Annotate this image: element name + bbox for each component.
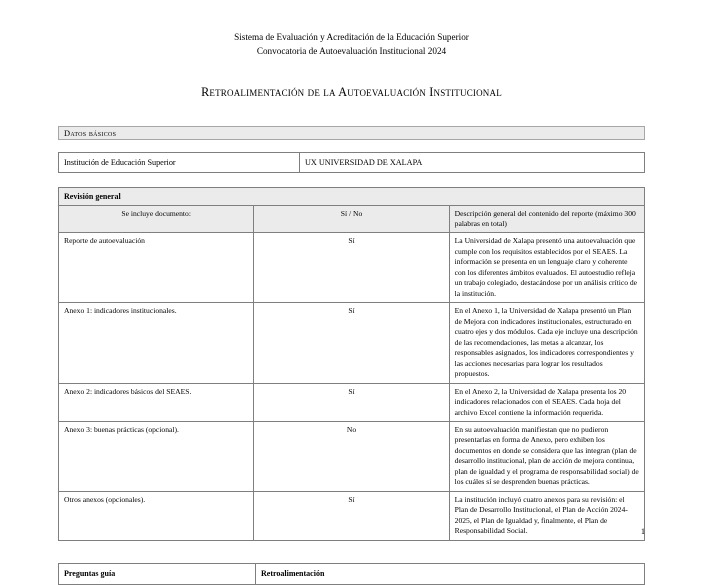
column-header-documento: Se incluye documento: (59, 205, 254, 233)
row-yes-no: Sí (254, 233, 449, 303)
row-description: En el Anexo 1, la Universidad de Xalapa presentó un Plan de Mejora con indicadores institucionales, estructurado en cuatro ejes y dos módulos. Cada eje incluye una descripción de las recomendaciones, las metas a alcanzar, los responsables asignados, los indicadores correspondientes y las acciones necesarias para lograr los resultados propuestos. (449, 303, 644, 383)
preguntas-guia-header: Preguntas guía (59, 563, 256, 584)
document-page (0, 30, 703, 579)
revision-title: Revisión general (59, 187, 645, 205)
preguntas-guia-table (58, 563, 645, 585)
page-title: Retroalimentación de la Autoevaluación Institucional (201, 84, 502, 99)
table-row-header (59, 187, 645, 205)
row-document-name: Anexo 1: indicadores institucionales. (59, 303, 254, 383)
table-row (59, 152, 645, 172)
section-heading-datos-basicos: Datos básicos (58, 126, 645, 140)
table-row (59, 383, 645, 421)
row-description: En su autoevaluación manifiestan que no pudieron presentarlas en forma de Anexo, pero exhiben los documentos en donde se considera que las integran (plan de desarrollo institucional, plan de acción de mejora continua, plan de igualdad y el programa de responsabilidad social) de los cuáles sí se desprenden buenas prácticas. (449, 421, 644, 491)
retroalimentacion-header: Retroalimentación (256, 563, 645, 584)
column-header-descripcion: Descripción general del contenido del reporte (máximo 300 palabras en total) (449, 205, 644, 233)
table-row (59, 421, 645, 491)
header-line-2: Convocatoria de Autoevaluación Institucional 2024 (256, 46, 447, 57)
page-number: 1 (640, 527, 645, 536)
table-row (59, 233, 645, 303)
row-yes-no: Sí (254, 303, 449, 383)
row-yes-no: Sí (254, 383, 449, 421)
row-document-name: Reporte de autoevaluación (59, 233, 254, 303)
row-document-name: Anexo 2: indicadores básicos del SEAES. (59, 383, 254, 421)
header-line-1: Sistema de Evaluación y Acreditación de la Educación Superior (234, 32, 469, 42)
row-description: En el Anexo 2, la Universidad de Xalapa presenta los 20 indicadores relacionados con el SEAES. Cada hoja del archivo Excel contiene la información requerida. (449, 383, 644, 421)
revision-general-table (58, 187, 645, 541)
table-row (59, 303, 645, 383)
row-yes-no: No (254, 421, 449, 491)
institution-value: UX UNIVERSIDAD DE XALAPA (300, 152, 645, 172)
row-document-name: Anexo 3: buenas prácticas (opcional). (59, 421, 254, 491)
institution-table (58, 152, 645, 173)
row-document-name: Otros anexos (opcionales). (59, 491, 254, 540)
document-header (58, 30, 645, 59)
column-header-sino: Sí / No (254, 205, 449, 233)
institution-label: Institución de Educación Superior (59, 152, 300, 172)
row-yes-no: Sí (254, 491, 449, 540)
row-description: La institución incluyó cuatro anexos para su revisión: el Plan de Desarrollo Institucional, el Plan de Acción 2024-2025, el Plan de Igualdad y, finalmente, el Plan de Responsabilidad Social. (449, 491, 644, 540)
table-row (59, 491, 645, 540)
table-row-columns (59, 205, 645, 233)
table-row (59, 563, 645, 584)
row-description: La Universidad de Xalapa presentó una autoevaluación que cumple con los requisitos establecidos por el SEAES. La información se presenta en un lenguaje claro y coherente con los diferentes ámbitos evaluados. El autoestudio refleja un trabajo colegiado, destacándose por un análisis crítico de la institución. (449, 233, 644, 303)
